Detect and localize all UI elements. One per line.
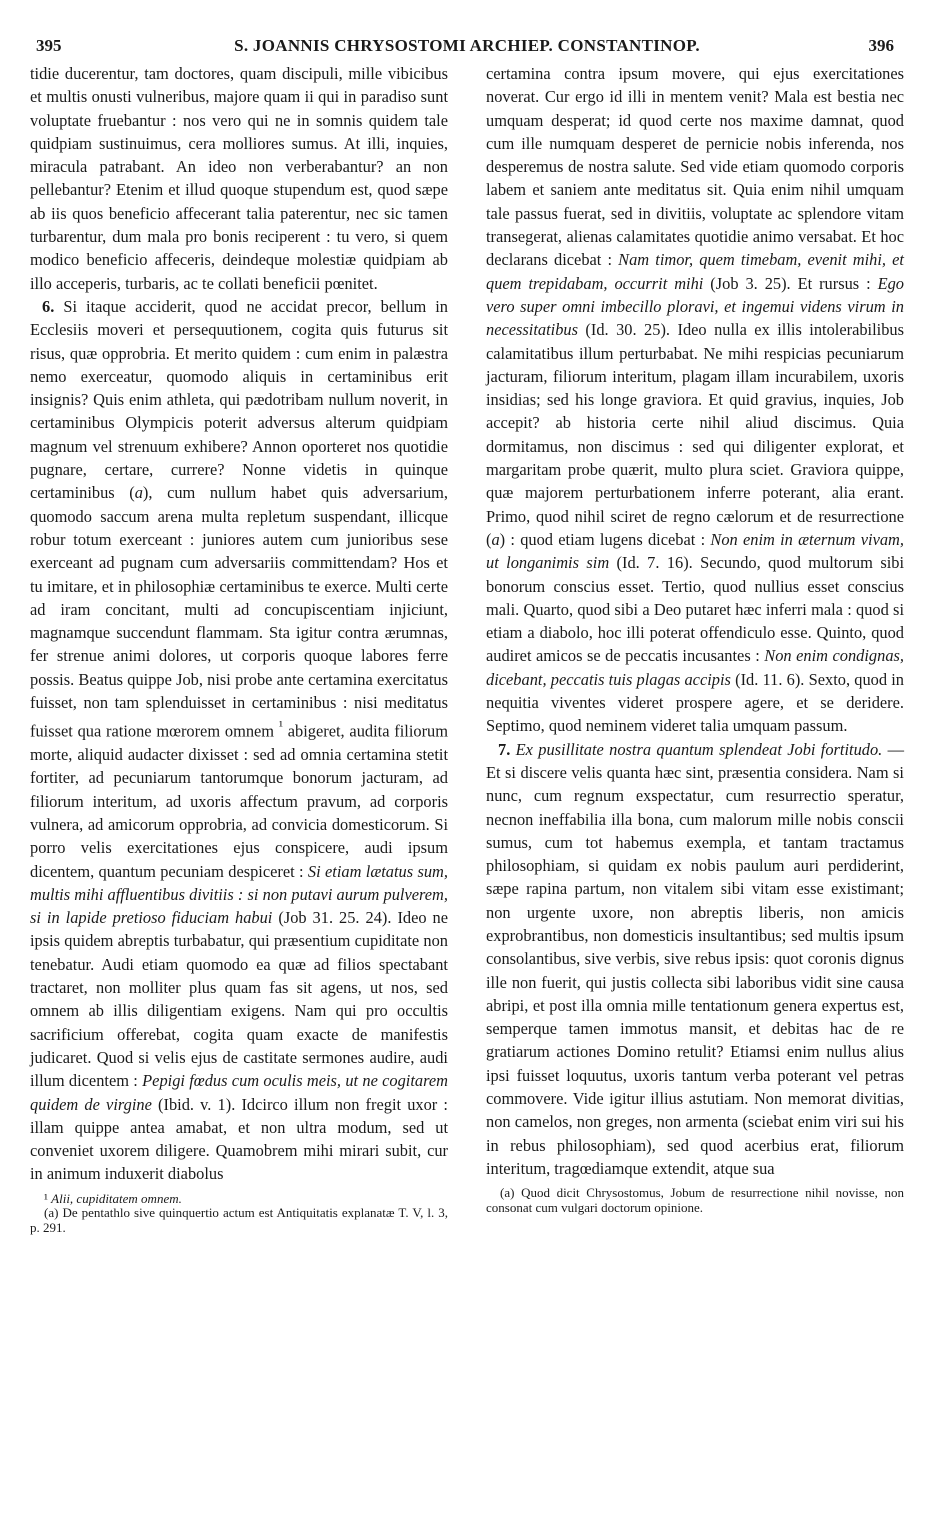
paragraph-text: certamina contra ipsum movere, qui ejus exercitationes noverat. Cur ergo id illi in mentem venit? Mala est bestia nec umquam desperat; id quod certe nos maxime damnat, quod cum ille numquam desperet de pernicie nobis inferenda, nos desperemus de nostra salute. Sed vide etiam quomodo corporis labem et saniem ante meditatus sit. Quia enim nihil umquam tale passus fuerat, sed in divitiis, voluptate ac splendore vitam transegerat, alienas calamitates quotidie animo versabat. Et hoc declarans dicebat : bbox=[486, 64, 904, 270]
paragraph-text: Secundo, quod multorum sibi bonorum conscius esset. Tertio, quod nullius esset conscius mali. Quarto, quod sibi a Deo putaret hæc inferri mala : quod si etiam a diabolo, hoc illi poterat offendiculo esse. Quinto, quod audiret amicos se de peccatis incusantes : bbox=[486, 553, 904, 666]
footnote-a bbox=[486, 1186, 904, 1215]
left-column bbox=[30, 62, 448, 1235]
paragraph-text: ), cum nullum habet quis adversarium, quomodo saccum arena multa repletum suspendant, illicque robur totum exerceant : juniores autem cum junioribus sese exerceant ad pugnam cum adversariis committendam? Hos et tu imitare, et in philosophiæ certaminibus te exerce. Multi certe ad iram concitant, multi ad concupiscentiam injiciunt, magnamque succendunt flammam. Sta igitur contra ærumnas, fer strenue animi dolores, ut corporis quoque labores ferre possis. Beatus quippe Job, nisi probe ante certamina exercitatus fuisset, non tam splenduisset in certaminibus : nisi meditatus fuisset qua ratione mœrorem omnem bbox=[30, 483, 449, 741]
page-number-left: 395 bbox=[36, 36, 62, 55]
footnote-mark: (a) bbox=[500, 1185, 515, 1201]
scripture-quote: Non enim in æternum vivam, ut longanimis sim bbox=[486, 529, 904, 573]
footnote-mark: ¹ bbox=[44, 1190, 48, 1206]
running-title: S. JOANNIS CHRYSOSTOMI ARCHIEP. CONSTANTINOP. bbox=[234, 36, 700, 55]
scripture-ref: (Id. 30. 25). bbox=[577, 320, 678, 340]
paragraph-text: tidie ducerentur, tam doctores, quam discipuli, mille vibicibus et multis onusti vulneribus, majore quam ii qui in paradiso sunt voluptate fruebantur : nos vero qui ne in somnis quidem tale quidpiam sustinuimus, cera molliores sumus. At illi, inquies, miracula patrabant. An ideo non verberabantur? an non pellebantur? Etenim et illud quoque stupendum est, quod sæpe ab iis quos beneficio affecerant talia paterentur, nec sic tamen turbarentur, dum mala pro bonis reciperent : tu vero, si quem modico beneficio affeceris, deindeque molestiæ quidpiam ab illo acceperis, turbaris, ac te collati beneficii pœnitet. bbox=[30, 64, 448, 293]
scripture-quote: Nam timor, quem timebam, evenit mihi, et quem trepidabam, occurrit mihi bbox=[486, 250, 904, 293]
right-column bbox=[486, 62, 904, 1235]
paragraph-text: Idcirco illum non fregit uxor : illam quippe antea amabat, et non ultra modum, sed ut conveniet uxorem diligere. Quamobrem mihi mirari subit, cur in animum induxerit diabolus bbox=[30, 1094, 448, 1184]
scripture-ref: (Id. 11. 6). bbox=[730, 669, 809, 689]
paragraph-continued bbox=[486, 62, 904, 738]
scripture-quote: Non enim condignas, dicebant, peccatis tuis plagas accipis bbox=[486, 646, 904, 689]
paragraph-text: Ideo nulla ex illis intolerabilibus calamitatibus illum perturbabat. Ne mihi respicias pecuniarum jacturam, filiorum interitum, plagam illam incurabilem, uxoris insidias; sed his longe graviora. Et quid gravius, inquies, Job accepit? ab historia certe nihil aliud discimus. Quia dormitamus, non discimus : sed qui diligenter explorat, et margaritam probe quærit, multo plura sciet. Graviora quippe, quæ majorem perturbationem inferre poterant, alia erant. Primo, quod nihil sciret de regno cælorum et de resurrectione ( bbox=[486, 320, 904, 549]
footnotes-right bbox=[486, 1186, 904, 1215]
paragraph-text: — Et si discere velis quanta hæc sint, præsentia considera. Nam si nunc, cum regnum exspectatur, cum resurrectio speratur, necnon ineffabilia illa bona, cum malorum mille nobis conscii sumus, cum tot habemus exempla, et tantam tractamus philosophiam, si quidam ex nobis paulum auri perdiderint, sæpe rapina partum, non vitalem sibi vitam esse existimant; non urgente uxore, non abreptis liberis, non amicis exprobrantibus, non domesticis insultantibus; sed multis ipsum consolantibus, sive verbis, sive rebus ipsis: quot coronis dignus ille non fuerit, qui justis collecta sibi laboribus vidit sine causa abripi, et post illa omnia mille tentationum genera expertus est, semperque tamen immotus mansit, et debitas hac de re gratiarum actiones Domino retulit? Etiamsi enim nullus alius ipsi fuisset loquutus, uxoris tantum verba poterant vel petras commovere. Vide igitur illius astutiam. Non memorat divitias, non camelos, non greges, non armenta (sciebat enim viri sui his in rebus philosophiam), sed quod acerbius erat, filiorum interitum, tragœdiamque extendit, atque sua bbox=[486, 739, 904, 1178]
footnote-ref: ¹ bbox=[278, 718, 283, 734]
note-ref: a bbox=[491, 529, 500, 549]
page-number-right: 396 bbox=[868, 36, 894, 55]
page-header bbox=[30, 30, 904, 62]
footnote-text: De pentathlo sive quinquertio actum est Antiquitatis explanatæ T. V, l. 3, p. 291. bbox=[30, 1205, 449, 1235]
paragraph-text: ) : quod etiam lugens dicebat : bbox=[499, 529, 711, 549]
scripture-ref: (Job 31. 25. 24). bbox=[272, 908, 398, 928]
footnote-a bbox=[30, 1206, 448, 1235]
paragraph-text: Sexto, quod in nequitia viventes videret prospere agere, et se deridere. Septimo, quod neminem videret talia umquam passum. bbox=[486, 669, 904, 736]
paragraph-text: Si itaque acciderit, quod ne accidat precor, bellum in Ecclesiis moveri et persequutionem, cogita quis futurus sit risus, quæ opprobria. Et merito quidem : cum enim in palæstra nemo exerceatur, quomodo aliquis in certaminibus erit insignis? Quis enim athleta, qui pædotribam nullum noverit, in certaminibus Olympicis poterit adversus alterum quidpiam magnum vel strenuum exhibere? Annon oporteret nos quotidie pugnare, certare, currere? Nonne videtis in quinque certaminibus ( bbox=[30, 296, 448, 503]
scripture-quote: Si etiam lætatus sum, multis mihi affluentibus divitiis : si non putavi aurum pulverem, si in lapide pretioso fiduciam habui bbox=[30, 861, 448, 928]
text-columns bbox=[30, 62, 904, 1235]
section-title: Ex pusillitate nostra quantum splendeat Jobi fortitudo. bbox=[515, 739, 883, 759]
paragraph-7 bbox=[486, 738, 904, 1181]
footnotes-left bbox=[30, 1192, 448, 1236]
footnote-text: Quod dicit Chrysostomus, Jobum de resurrectione nihil novisse, non consonat cum vulgari doctorum opinione. bbox=[486, 1185, 905, 1215]
section-number: 6. bbox=[42, 296, 55, 316]
paragraph-text: Ideo ne ipsis quidem abreptis turbabatur, qui præsentium cupiditate non tenebatur. Audi etiam quomodo ea quæ ad filios spectabant tractaret, non molliter plus quam fas sit agens, ut nos, sed omnem ab illis diligentiam exigens. Nam qui pro occultis sacrificium offerebat, cogita quam exacte de manifestis judicaret. Quod si velis ejus de castitate sermones audire, audi illum dicentem : bbox=[30, 908, 449, 1091]
scripture-quote: Pepigi fœdus cum oculis meis, ut ne cogitarem quidem de virgine bbox=[30, 1071, 448, 1114]
footnote-mark: (a) bbox=[44, 1205, 59, 1221]
scripture-quote: Ego vero super omni imbecillo ploravi, et ingemui videns virum in necessitatibus bbox=[486, 273, 904, 340]
footnote-text: Alii, cupiditatem omnem. bbox=[51, 1190, 182, 1206]
note-ref: a bbox=[134, 483, 143, 503]
section-number: 7. bbox=[498, 739, 511, 759]
scripture-ref: (Ibid. v. 1). bbox=[151, 1094, 242, 1114]
paragraph-continued bbox=[30, 62, 448, 295]
paragraph-6 bbox=[30, 295, 448, 1186]
paragraph-text: abigeret, audita filiorum morte, aliquid audacter dixisset : sed ad omnia certamina stetit fortiter, ad pecuniarum tantorumque bonorum jacturam, ad filiorum interitum, ad uxoris affectum pravum, ad corporis vulnera, ad amicorum opprobria, ad convicia domesticorum. Si porro velis exercitationes ejus conspicere, audi ipsum dicentem, quantum pecuniam despiceret : bbox=[30, 721, 448, 881]
scripture-ref: (Id. 7. 16). bbox=[609, 553, 701, 573]
footnote-1 bbox=[30, 1192, 448, 1207]
scripture-ref: (Job 3. 25). Et rursus : bbox=[703, 273, 878, 293]
